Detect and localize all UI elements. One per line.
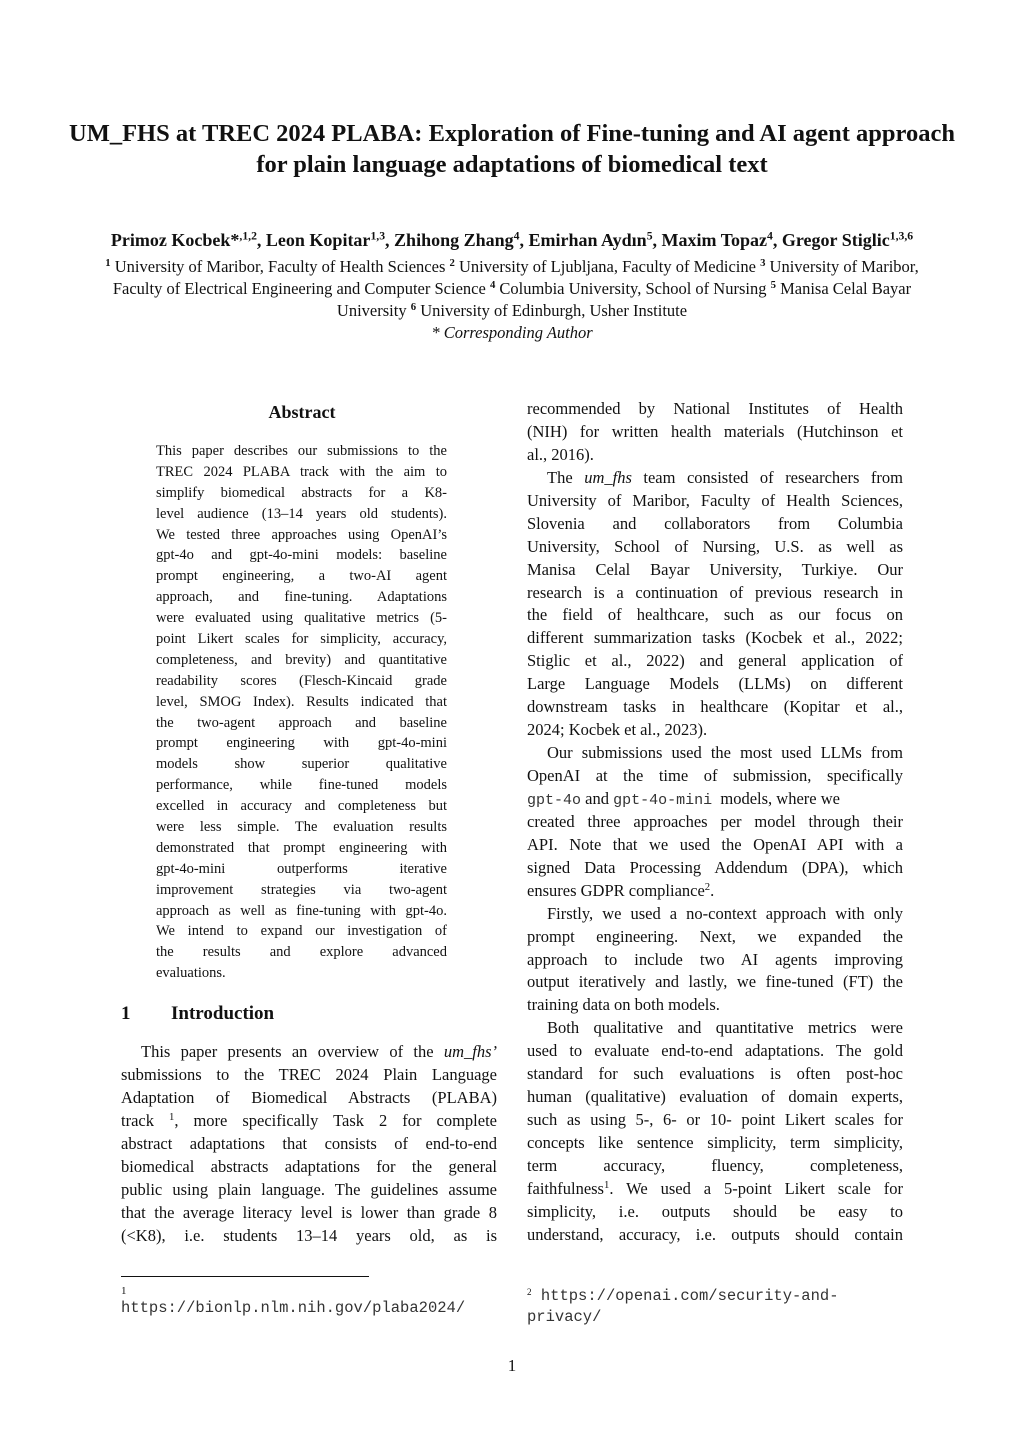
abstract-line: excelled in accuracy and completeness but: [156, 798, 447, 815]
text-line: [527, 1178, 903, 1201]
author-name: Emirhan Aydın: [528, 230, 647, 250]
text-line: different summarization tasks (Kocbek et al., 2022;: [527, 628, 903, 648]
affiliations: [40, 256, 984, 344]
footnote-marker: 1: [168, 1110, 175, 1123]
abstract-line: point Likert scales for simplicity, accuracy,: [156, 631, 447, 648]
model-name-code: gpt-4o-mini: [613, 791, 713, 809]
affil-marker: 5: [770, 279, 776, 292]
page-number: 1: [507, 1356, 517, 1375]
text-line: created three approaches per model through their: [527, 811, 903, 831]
text-line: term accuracy, fluency, completeness,: [527, 1155, 903, 1175]
author-affil-sup: 4: [513, 229, 520, 243]
text-line: Both qualitative and quantitative metrics were: [547, 1018, 903, 1038]
footnote-2: [527, 1286, 907, 1328]
footnote-link[interactable]: https://bionlp.nlm.nih.gov/plaba2024/: [121, 1299, 466, 1317]
abstract-heading: Abstract: [268, 402, 336, 422]
text-line: Stiglic et al., 2022) and general application of: [527, 651, 903, 671]
text-line: (<K8), i.e. students 13–14 years old, as is: [121, 1225, 497, 1245]
abstract-line: gpt-4o and gpt-4o-mini models: baseline: [156, 547, 447, 564]
text-line: Our submissions used the most used LLMs from: [547, 743, 903, 763]
text-line: [527, 467, 903, 490]
affil-text: University of Maribor, Faculty of Health Sciences: [110, 257, 450, 276]
affil-marker: 3: [760, 257, 766, 270]
affil-marker: 1: [105, 257, 111, 270]
text-span: models, where we: [712, 788, 840, 808]
abstract-line: level audience (13–14 years old students).: [156, 505, 447, 522]
text-span: .: [710, 880, 715, 900]
author-name: Gregor Stiglic: [781, 230, 890, 250]
team-name: um_fhs: [584, 467, 632, 487]
paper-title: [40, 118, 984, 180]
affil-marker: 2: [449, 257, 455, 270]
abstract-line: the two-agent approach and baseline: [156, 714, 447, 731]
text-line: University of Maribor, Faculty of Health Sciences,: [527, 490, 903, 510]
abstract-line: were evaluated using qualitative metrics (5-: [156, 610, 447, 627]
abstract-line: performance, while fine-tuned models: [156, 777, 447, 794]
section-heading: [121, 1002, 499, 1026]
text-span: . We used a 5-point Likert scale for: [609, 1178, 903, 1198]
text-line: al., 2016).: [527, 444, 594, 464]
text-span: ensures GDPR compliance: [527, 880, 705, 900]
text-line: [527, 880, 903, 903]
affiliation-line: [40, 256, 984, 278]
abstract-line: This paper describes our submissions to the: [156, 443, 447, 459]
affil-text: University: [336, 301, 411, 320]
author-affil-sup: 4: [767, 229, 773, 243]
abstract-line: level, SMOG Index). Results indicated that: [156, 693, 447, 710]
intro-paragraph: [121, 1041, 497, 1247]
affil-marker: 6: [410, 301, 417, 314]
text-line: the field of healthcare, such as our focus on: [527, 605, 903, 625]
text-line: public using plain language. The guidelines assume: [121, 1179, 497, 1199]
affil-marker: 4: [489, 279, 496, 292]
text-line: simplicity, i.e. outputs should be easy to: [527, 1201, 903, 1221]
text-line: approach to include two AI agents improving: [527, 949, 903, 969]
author-name: Primoz Kocbek*: [110, 230, 240, 250]
text-line: research is a continuation of previous research in: [527, 582, 903, 602]
abstract-line: TREC 2024 PLABA track with the aim to: [156, 463, 447, 480]
text-line: (NIH) for written health materials (Hutchinson et: [527, 421, 903, 441]
abstract-line: We tested three approaches using OpenAI’s: [156, 526, 447, 543]
text-line: concepts like sentence simplicity, term simplicity,: [527, 1133, 903, 1152]
team-name: um_fhs’: [443, 1042, 497, 1061]
footnote-divider: [121, 1276, 369, 1277]
affil-text: University of Edinburgh, Usher Institute: [416, 301, 688, 320]
text-line: training data on both models.: [527, 995, 720, 1015]
abstract-line: demonstrated that prompt engineering with: [156, 839, 447, 856]
text-line: API. Note that we used the OpenAI API with a: [527, 834, 903, 854]
footnote-link[interactable]: privacy/: [527, 1308, 602, 1326]
text-line: [121, 1110, 497, 1133]
corresponding-author-note: * Corresponding Author: [431, 323, 593, 342]
footnote-marker: 1: [121, 1285, 127, 1297]
text-line: Adaptation of Biomedical Abstracts (PLABA): [121, 1087, 497, 1107]
abstract-line: models show superior qualitative: [156, 756, 447, 773]
author-name: Zhihong Zhang: [394, 230, 514, 250]
text-span: This paper presents an overview of the: [141, 1042, 444, 1061]
text-line: biomedical abstracts adaptations for the general: [121, 1156, 497, 1176]
right-column: [527, 398, 903, 1247]
text-line: that the average literacy level is lower than grade 8: [121, 1202, 497, 1222]
text-line: output iteratively and lastly, we fine-tuned (FT) the: [527, 972, 903, 992]
title-line: for plain language adaptations of biomedical text: [256, 151, 768, 178]
abstract-line: We intend to expand our investigation of: [156, 923, 447, 940]
abstract-line: were less simple. The evaluation results: [156, 819, 447, 836]
author-affil-sup: 1,3: [370, 229, 386, 243]
text-line: recommended by National Institutes of Health: [527, 399, 903, 418]
affiliation-line: [40, 300, 984, 322]
text-line: abstract adaptations that consists of end-to-end: [121, 1133, 497, 1153]
text-span: and: [581, 788, 614, 808]
author-affil-sup: 5: [646, 229, 653, 243]
abstract-line: readability scores (Flesch-Kincaid grade: [156, 672, 447, 689]
text-line: such as using 5-, 6- or 10- point Likert scales for: [527, 1110, 903, 1130]
text-line: understand, accuracy, i.e. outputs should contain: [527, 1224, 903, 1244]
author-name: Maxim Topaz: [661, 230, 768, 250]
abstract-line: approach as well as fine-tuning with gpt-4o.: [156, 902, 447, 919]
text-line: signed Data Processing Addendum (DPA), which: [527, 857, 903, 877]
text-line: Manisa Celal Bayar University, Turkiye. Our: [527, 559, 903, 579]
author-list: Primoz Kocbek*$^{,1,2}$, Leon Kopitar$^{1,3}$, Zhihong Zhang$^4$, Emirhan Aydın$^5$, Maxim Topaz$^4$, Gregor Stiglic$^{1,3,6}$: [110, 229, 914, 250]
author-affil-sup: ,1,2: [239, 229, 257, 243]
abstract-line: improvement strategies via two-agent: [156, 881, 447, 898]
author-name: Leon Kopitar: [265, 230, 371, 250]
model-name-code: gpt-4o: [527, 791, 582, 809]
text-line: human (qualitative) evaluation of domain experts,: [527, 1087, 903, 1107]
abstract-line: the results and explore advanced: [156, 944, 447, 961]
footnote-link[interactable]: https://openai.com/security-and-: [531, 1287, 839, 1305]
affil-text: University of Ljubljana, Faculty of Medicine: [454, 257, 761, 276]
affil-text: Columbia University, School of Nursing: [495, 279, 771, 298]
abstract-line: gpt-4o-mini outperforms iterative: [156, 860, 447, 877]
text-line: submissions to the TREC 2024 Plain Language: [121, 1064, 497, 1084]
text-line: used to evaluate end-to-end adaptations. The gold: [527, 1041, 903, 1061]
affil-text: Manisa Celal Bayar: [775, 279, 912, 298]
text-line: Firstly, we used a no-context approach with only: [547, 903, 903, 923]
abstract-line: prompt engineering with gpt-4o-mini: [156, 735, 447, 752]
abstract-line: completeness, and brevity) and quantitative: [156, 651, 447, 668]
affil-text: Faculty of Electrical Engineering and Computer Science: [112, 279, 490, 298]
text-line: OpenAI at the time of submission, specifically: [527, 766, 903, 785]
affil-text: University of Maribor,: [765, 257, 919, 276]
text-span: team consisted of researchers from: [631, 467, 903, 487]
abstract-line: simplify biomedical abstracts for a K8-: [156, 484, 447, 501]
abstract-line: prompt engineering, a two-AI agent: [156, 568, 447, 585]
text-line: downstream tasks in healthcare (Kopitar et al.,: [527, 697, 903, 717]
text-line: standard for such evaluations is often post-hoc: [527, 1064, 903, 1084]
affiliation-line: [40, 278, 984, 300]
text-line: prompt engineering. Next, we expanded the: [527, 926, 903, 946]
section-title: Introduction: [171, 1003, 275, 1024]
footnote-1: [121, 1284, 501, 1319]
text-span: The: [547, 467, 585, 487]
author-affil-sup: 1,3,6: [889, 229, 914, 243]
text-line: 2024; Kocbek et al., 2023).: [527, 720, 708, 740]
text-line: [121, 1041, 497, 1064]
footnote-marker: 1: [603, 1178, 610, 1191]
text-line: Slovenia and collaborators from Columbia: [527, 513, 903, 533]
footnote-marker: 2: [704, 880, 711, 893]
text-span: track: [121, 1110, 169, 1130]
section-number: 1: [121, 1003, 131, 1024]
footnote-marker: 2: [527, 1287, 532, 1297]
text-span: , more specifically Task 2 for complete: [174, 1110, 497, 1130]
abstract-line: approach, and fine-tuning. Adaptations: [156, 589, 447, 606]
abstract-line: evaluations.: [156, 965, 226, 982]
abstract-body: [156, 441, 447, 984]
title-line: UM_FHS at TREC 2024 PLABA: Exploration of Fine-tuning and AI agent approach: [69, 120, 955, 147]
text-line: Large Language Models (LLMs) on different: [527, 674, 903, 694]
text-line: University, School of Nursing, U.S. as well as: [527, 536, 903, 556]
text-span: faithfulness: [527, 1178, 604, 1198]
text-line: [527, 788, 903, 811]
